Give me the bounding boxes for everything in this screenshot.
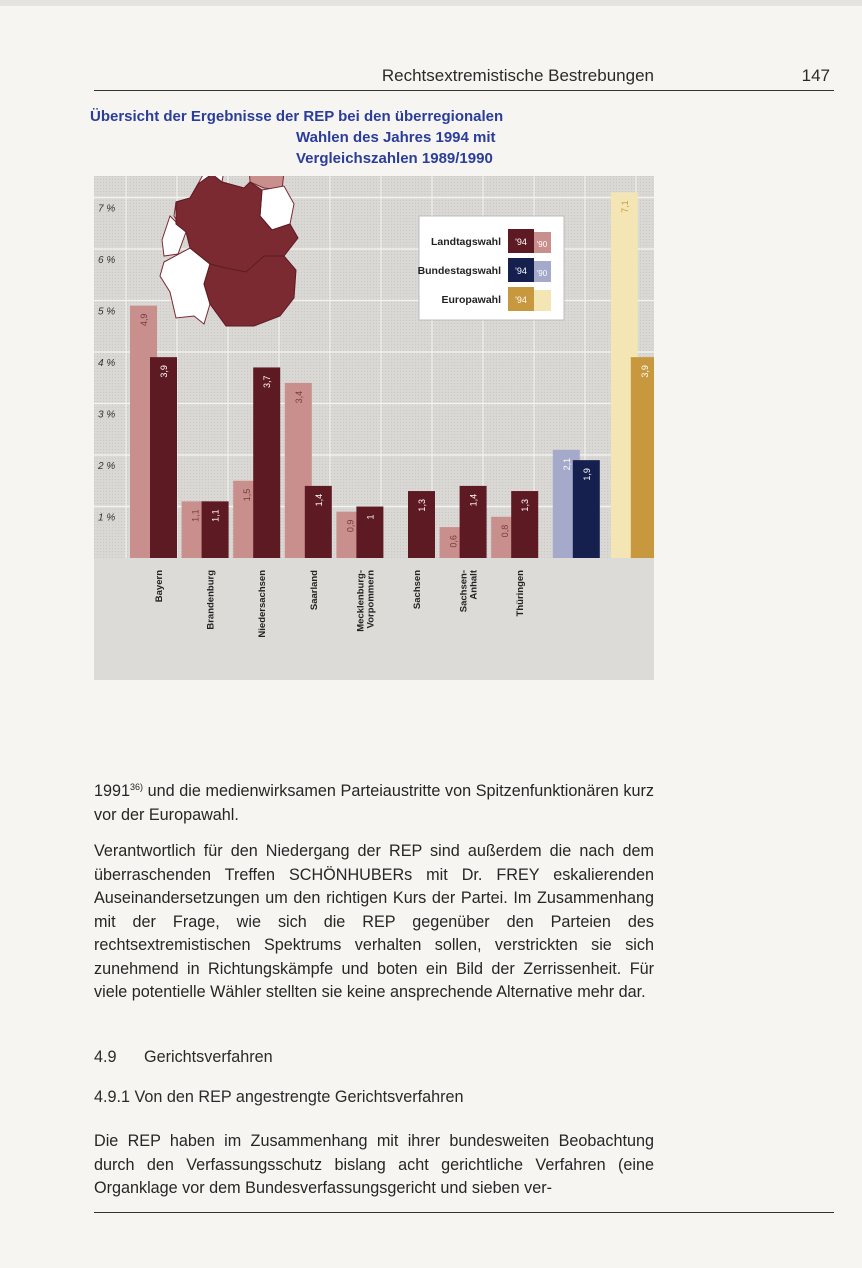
section-heading [94,1048,273,1067]
bar [356,507,383,559]
bar-value-label: 1,3 [417,499,427,512]
election-results-chart [94,176,654,680]
category-label: Sachsen- [458,570,470,613]
bar-value-label: 3,9 [159,365,169,378]
paragraph-1-text: und die medienwirksamen Parteiaustritte von Spitzenfunktionären kurz vor der Europawahl. [94,782,654,824]
bar-value-label: 1,5 [242,488,253,502]
category-label: Niedersachsen [257,570,269,638]
bar-value-label: 4,9 [139,313,149,327]
bar-value-label: 1,1 [190,509,201,522]
y-tick-label: 4 % [98,358,116,369]
bar-value-label: 0,9 [345,519,356,533]
page-number: 147 [801,66,830,85]
bar [253,367,280,558]
bar-value-label: 3,4 [293,390,304,404]
bar [631,357,654,558]
paragraph-3-text: Die REP haben im Zusammenhang mit ihrer bundesweiten Beobachtung durch den Verfassungsschutz bislang acht gerichtliche Verfahren (eine Organklage vor dem Bundesverfassungsgericht und sieben ver- [94,1132,654,1197]
y-tick-label: 2 % [98,461,116,472]
bar-value-label: 1,9 [581,468,592,481]
paragraph-1-year: 1991 [94,782,131,800]
top-edge [0,0,862,6]
category-label: Brandenburg [205,570,217,630]
bar-value-label: 3,9 [639,365,650,378]
y-tick-label: 7 % [98,203,116,215]
footnote-ref: 36) [130,782,144,792]
y-tick-label: 3 % [98,409,116,421]
bar-value-label: 0,6 [448,535,459,548]
bar-value-label: 1,3 [520,499,531,512]
bar-value-label: 1,4 [313,493,324,507]
bar-value-label: 7,1 [619,200,630,213]
legend-tag-landtag-90: '90 [536,240,548,249]
y-tick-label: 6 % [98,255,116,266]
subsection-heading: 4.9.1 Von den REP angestrengte Gerichtsverfahren [94,1088,464,1106]
category-label: Sachsen [412,570,423,610]
legend-label-bundestagswahl: Bundestagswahl [417,265,501,277]
bar-value-label: 0,8 [500,524,511,538]
legend-label-landtagswahl: Landtagswahl [430,236,501,248]
y-tick-label: 5 % [98,306,116,318]
category-label: Bayern [154,570,165,603]
bar-value-label: 1,4 [468,493,479,507]
running-title: Rechtsextremistische Bestrebungen [381,66,654,85]
paragraph-2 [94,840,654,1005]
y-tick-label: 1 % [98,512,116,524]
paragraph-3 [94,1130,654,1201]
legend-box [418,216,564,320]
bar-value-label: 2,1 [561,457,572,471]
section-title: Gerichtsverfahren [144,1048,273,1066]
bar-value-label: 1,1 [210,509,221,522]
category-label: Saarland [308,570,320,611]
category-label: Vorpommern [365,570,377,629]
bar-value-label: 3,7 [262,375,273,388]
legend-label-europawahl: Europawahl [441,294,501,306]
chart-title-line-1: Übersicht der Ergebnisse der REP bei den überregionalen [90,108,504,125]
paragraph-2-text: Verantwortlich für den Niedergang der REP sind außerdem die nach dem überraschenden Treffen SCHÖNHUBERs mit Dr. FREY eskalierenden Auseinandersetzungen um den richtigen Kurs der Partei. Im Zusammenhang mit der Frage, wie sich die REP gegenüber den Parteien des rechtsextremistischen Spektrums verhalten sollen, verstrickten sie sich zunehmend in Richtungskämpfe und boten ein Bild der Zerrissenheit. Für viele potentielle Wähler stellten sie keine ansprechende Alternative mehr dar. [94,842,654,1001]
bar [150,357,177,558]
legend-tag-euro-94: '94 [515,295,527,305]
bar-value-label: 1 [365,514,376,520]
legend-tag-bund-94: '94 [515,266,527,276]
paragraph-1 [94,776,654,827]
chart-title-line-3: Vergleichszahlen 1989/1990 [296,150,493,167]
legend-swatch-euro-89 [534,290,551,311]
chart-title-line-2: Wahlen des Jahres 1994 mit [296,129,496,146]
section-number: 4.9 [94,1048,117,1066]
category-label: Anhalt [468,570,480,600]
category-label: Thüringen [515,570,527,617]
category-label: Mecklenburg- [355,570,367,632]
legend-tag-bund-90: '90 [536,269,548,278]
page-header [94,62,834,91]
footer-rule [94,1212,834,1213]
legend-tag-landtag-94: '94 [515,237,527,247]
